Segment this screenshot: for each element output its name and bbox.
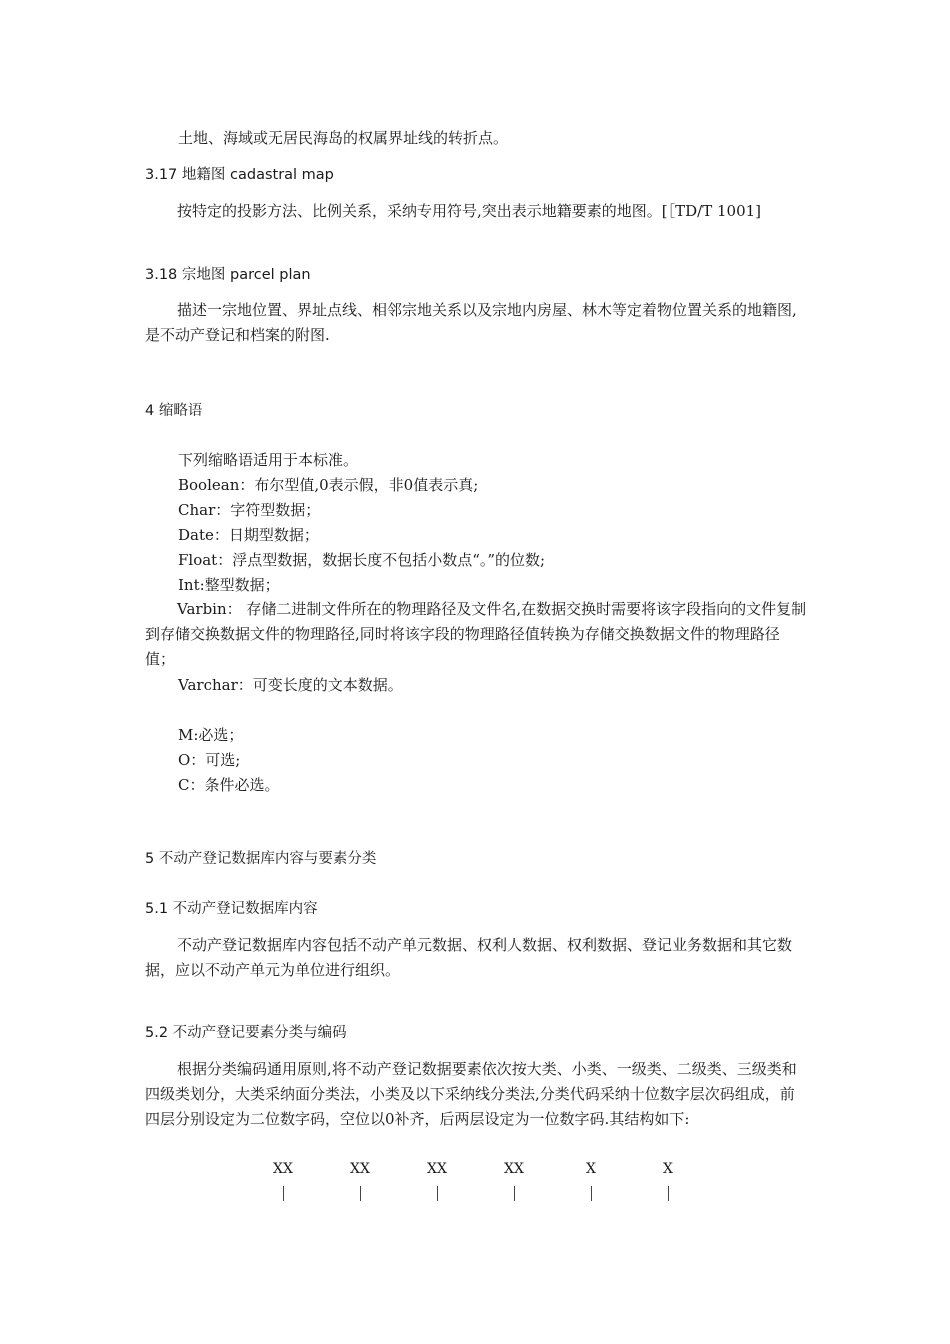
code-segment: X [663,1161,673,1177]
abbrev-varchar: Varchar：可变长度的文本数据。 [178,676,403,694]
section-heading-3-18: 3.18 宗地图 parcel plan [145,267,311,283]
section-heading-5: 5 不动产登记数据库内容与要素分类 [145,851,377,867]
paragraph-5-2: 根据分类编码通用原则,将不动产登记数据要素依次按大类、小类、一级类、二级类、三级类和四级类划分，大类采纳面分类法，小类及以下采纳线分类法,分类代码采纳十位数字层次码组成，前四层分别设定为二位数字码，空位以0补齐，后两层设定为一位数字码.其结构如下: [145,1060,797,1128]
section-heading-5-1: 5.1 不动产登记数据库内容 [145,901,318,917]
abbrev-o: O：可选; [178,751,241,769]
abbrev-c: C：条件必选。 [178,776,280,794]
code-structure-row [0,1161,950,1181]
abbrev-boolean: Boolean：布尔型值,0表示假，非0值表示真; [178,476,479,494]
abbrev-m: M:必选； [178,726,244,744]
code-segment: X [586,1161,596,1177]
section-heading-4: 4 缩略语 [145,403,203,419]
paragraph-3-18: 描述一宗地位置、界址点线、相邻宗地关系以及宗地内房屋、林木等定着物位置关系的地籍图,是不动产登记和档案的附图. [145,301,797,344]
section-heading-3-17: 3.17 地籍图 cadastral map [145,167,334,183]
abbrev-char: Char：字符型数据； [178,501,321,519]
abbrev-float: Float：浮点型数据，数据长度不包括小数点“。”的位数; [178,551,546,569]
paragraph-5-1: 不动产登记数据库内容包括不动产单元数据、权利人数据、权利数据、登记业务数据和其它数据，应以不动产单元为单位进行组织。 [145,936,793,979]
code-segment: XX [350,1161,370,1177]
code-segment: XX [273,1161,293,1177]
code-connector-line [591,1186,592,1201]
code-connector-line [360,1186,361,1201]
definition-text-boundary-point: 土地、海域或无居民海岛的权属界址线的转折点。 [178,129,509,147]
section-heading-5-2: 5.2 不动产登记要素分类与编码 [145,1025,347,1041]
code-connector-line [437,1186,438,1201]
code-connector-row [0,1186,950,1202]
abbrev-int: Int:整型数据； [178,576,280,594]
abbrev-date: Date：日期型数据； [178,526,319,544]
abbrev-intro: 下列缩略语适用于本标准。 [178,451,359,469]
code-connector-line [283,1186,284,1201]
code-segment: XX [504,1161,524,1177]
code-segment: XX [427,1161,447,1177]
paragraph-3-17: 按特定的投影方法、比例关系，采纳专用符号,突出表示地籍要素的地图。[［TD/T 1001] [177,202,762,220]
code-connector-line [668,1186,669,1201]
code-connector-line [514,1186,515,1201]
abbrev-varbin: Varbin： 存储二进制文件所在的物理路径及文件名,在数据交换时需要将该字段指向的文件复制到存储交换数据文件的物理路径,同时将该字段的物理路径值转换为存储交换数据文件的物理路径值； [145,600,807,668]
